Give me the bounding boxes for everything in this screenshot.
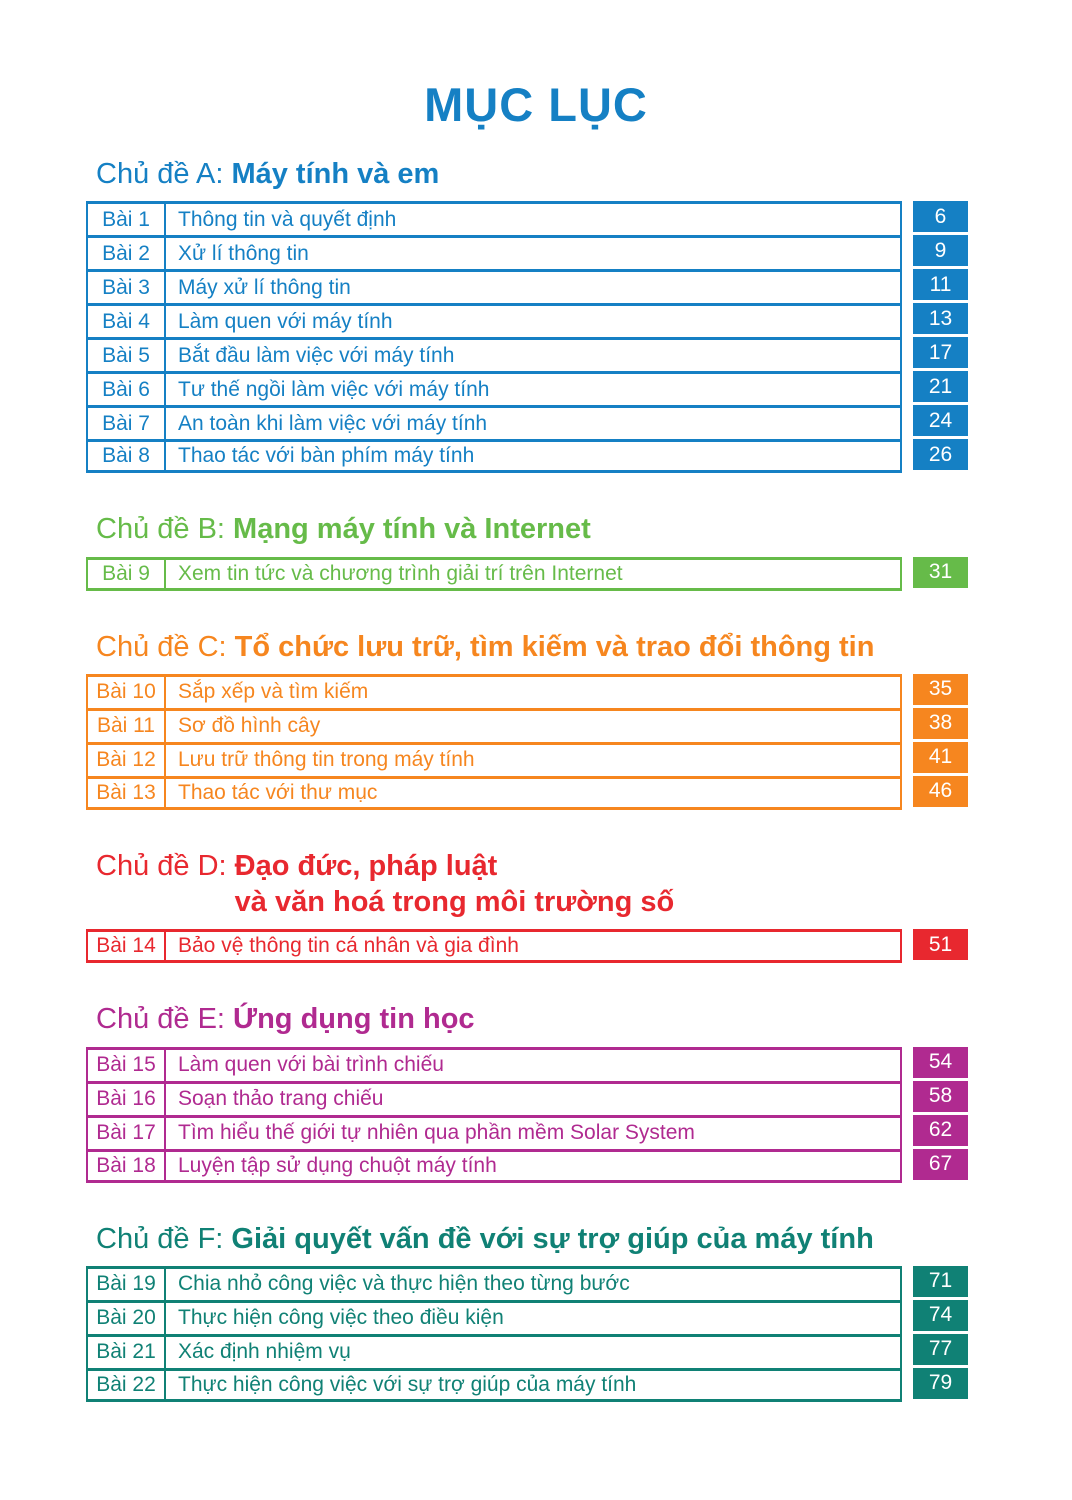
lesson-title: Thao tác với bàn phím máy tính <box>178 444 475 468</box>
toc-row-box <box>86 674 902 708</box>
page-number-badge: 24 <box>913 405 968 436</box>
toc-section-a <box>86 156 968 473</box>
toc-row-box <box>86 405 902 439</box>
lesson-title: Chia nhỏ công việc và thực hiện theo từng bước <box>178 1272 630 1296</box>
toc-row <box>86 439 968 473</box>
page-number-badge: 79 <box>913 1368 968 1399</box>
lesson-number: Bài 21 <box>88 1337 166 1368</box>
lesson-number: Bài 1 <box>88 204 166 235</box>
toc-row-box <box>86 1300 902 1334</box>
toc-section-c <box>86 629 968 810</box>
toc-row <box>86 708 968 742</box>
page-number-badge: 9 <box>913 235 968 266</box>
toc-row-box <box>86 742 902 776</box>
lesson-number: Bài 8 <box>88 442 166 470</box>
toc-row-box <box>86 557 902 591</box>
lesson-title: Bắt đầu làm việc với máy tính <box>178 343 455 367</box>
toc-row-box <box>86 371 902 405</box>
toc-row <box>86 1149 968 1183</box>
page-number-badge: 21 <box>913 371 968 402</box>
page-number-badge: 26 <box>913 439 968 470</box>
section-prefix: Chủ đề F: <box>96 1222 232 1255</box>
toc-row-box <box>86 1115 902 1149</box>
lesson-title: Bảo vệ thông tin cá nhân và gia đình <box>178 934 519 958</box>
lesson-title: Thực hiện công việc theo điều kiện <box>178 1306 504 1330</box>
section-rows <box>86 1047 968 1183</box>
toc-row <box>86 1300 968 1334</box>
lesson-number: Bài 11 <box>88 711 166 742</box>
lesson-number: Bài 13 <box>88 779 166 807</box>
section-name: Ứng dụng tin học <box>233 1003 475 1036</box>
section-header <box>86 156 968 192</box>
page-number-badge: 38 <box>913 708 968 739</box>
page-number-badge: 35 <box>913 674 968 705</box>
toc-row-box <box>86 303 902 337</box>
page-number-badge: 51 <box>913 929 968 960</box>
lesson-number: Bài 5 <box>88 340 166 371</box>
toc-row-box <box>86 1081 902 1115</box>
page-number-badge: 31 <box>913 557 968 588</box>
lesson-title: Xem tin tức và chương trình giải trí trên Internet <box>178 561 623 585</box>
toc-row-box <box>86 776 902 810</box>
lesson-number: Bài 20 <box>88 1303 166 1334</box>
toc-row-box <box>86 929 902 963</box>
lesson-title: Thao tác với thư mục <box>178 780 378 804</box>
toc-row-box <box>86 1368 902 1402</box>
toc-row <box>86 201 968 235</box>
toc-section-e <box>86 1001 968 1182</box>
toc-row-box <box>86 708 902 742</box>
section-rows <box>86 674 968 810</box>
toc-row-box <box>86 1047 902 1081</box>
lesson-title: Xử lí thông tin <box>178 241 309 265</box>
page-number-badge: 58 <box>913 1081 968 1112</box>
page-number-badge: 13 <box>913 303 968 334</box>
toc-row <box>86 742 968 776</box>
lesson-number: Bài 16 <box>88 1084 166 1115</box>
lesson-title: Sắp xếp và tìm kiếm <box>178 680 369 704</box>
toc-row <box>86 269 968 303</box>
toc-row <box>86 929 968 963</box>
toc-row <box>86 235 968 269</box>
section-rows <box>86 1266 968 1402</box>
page-number-badge: 17 <box>913 337 968 368</box>
toc-row <box>86 776 968 810</box>
toc-row <box>86 1081 968 1115</box>
section-prefix: Chủ đề E: <box>96 1003 234 1036</box>
toc-row-box <box>86 269 902 303</box>
page-title: MỤC LỤC <box>424 78 648 131</box>
page-number-badge: 11 <box>913 269 968 300</box>
page-number-badge: 71 <box>913 1266 968 1297</box>
toc-row <box>86 557 968 591</box>
lesson-number: Bài 4 <box>88 306 166 337</box>
section-name: Giải quyết vấn đề với sự trợ giúp của máy tính <box>231 1222 874 1255</box>
toc-row-box <box>86 201 902 235</box>
lesson-title: Làm quen với máy tính <box>178 309 393 333</box>
toc-section-f <box>86 1221 968 1402</box>
lesson-number: Bài 9 <box>88 560 166 588</box>
toc-row <box>86 1368 968 1402</box>
toc-row-box <box>86 1266 902 1300</box>
lesson-title: Luyện tập sử dụng chuột máy tính <box>178 1153 497 1177</box>
section-header <box>86 848 968 921</box>
toc-row-box <box>86 439 902 473</box>
page-number-badge: 6 <box>913 201 968 232</box>
page-number-badge: 54 <box>913 1047 968 1078</box>
section-prefix: Chủ đề A: <box>96 158 232 191</box>
page-number-badge: 77 <box>913 1334 968 1365</box>
toc-row <box>86 303 968 337</box>
page-number-badge: 41 <box>913 742 968 773</box>
toc-section-b <box>86 511 968 590</box>
toc-row-box <box>86 337 902 371</box>
lesson-number: Bài 19 <box>88 1269 166 1300</box>
toc-row-box <box>86 235 902 269</box>
toc-row-box <box>86 1334 902 1368</box>
lesson-number: Bài 14 <box>88 932 166 960</box>
toc-row-box <box>86 1149 902 1183</box>
section-prefix: Chủ đề C: <box>96 630 235 663</box>
lesson-number: Bài 2 <box>88 238 166 269</box>
section-header <box>86 511 968 547</box>
toc-row <box>86 1334 968 1368</box>
lesson-title: Lưu trữ thông tin trong máy tính <box>178 748 475 772</box>
lesson-number: Bài 15 <box>88 1050 166 1081</box>
section-rows <box>86 557 968 591</box>
toc-row <box>86 371 968 405</box>
lesson-title: Máy xử lí thông tin <box>178 275 351 299</box>
lesson-number: Bài 22 <box>88 1371 166 1399</box>
lesson-number: Bài 18 <box>88 1152 166 1180</box>
lesson-title: Sơ đồ hình cây <box>178 714 321 738</box>
lesson-title: Soạn thảo trang chiếu <box>178 1087 384 1111</box>
toc-row <box>86 405 968 439</box>
lesson-number: Bài 17 <box>88 1118 166 1149</box>
lesson-title: An toàn khi làm việc với máy tính <box>178 411 488 435</box>
page-number-badge: 46 <box>913 776 968 807</box>
lesson-number: Bài 7 <box>88 408 166 439</box>
toc-row <box>86 1266 968 1300</box>
lesson-title: Thông tin và quyết định <box>178 207 397 231</box>
page-number-badge: 74 <box>913 1300 968 1331</box>
lesson-number: Bài 12 <box>88 745 166 776</box>
toc-row <box>86 1115 968 1149</box>
section-name: Máy tính và em <box>231 158 440 191</box>
lesson-number: Bài 3 <box>88 272 166 303</box>
section-prefix: Chủ đề D: <box>96 849 235 882</box>
lesson-title: Làm quen với bài trình chiếu <box>178 1053 444 1077</box>
toc-row <box>86 337 968 371</box>
page-number-badge: 67 <box>913 1149 968 1180</box>
section-name: Mạng máy tính và Internet <box>233 513 591 546</box>
section-name: Tổ chức lưu trữ, tìm kiếm và trao đổi thông tin <box>234 630 875 663</box>
toc-section-d <box>86 848 968 964</box>
lesson-title: Tư thế ngồi làm việc với máy tính <box>178 377 490 401</box>
lesson-title: Thực hiện công việc với sự trợ giúp của máy tính <box>178 1372 637 1396</box>
section-header <box>86 1001 968 1037</box>
toc-sections <box>86 156 968 1402</box>
lesson-title: Tìm hiểu thế giới tự nhiên qua phần mềm Solar System <box>178 1121 695 1145</box>
section-header <box>86 629 968 665</box>
section-rows <box>86 929 968 963</box>
lesson-number: Bài 6 <box>88 374 166 405</box>
lesson-number: Bài 10 <box>88 677 166 708</box>
section-rows <box>86 201 968 473</box>
section-header <box>86 1221 968 1257</box>
toc-row <box>86 674 968 708</box>
lesson-title: Xác định nhiệm vụ <box>178 1340 351 1364</box>
toc-row <box>86 1047 968 1081</box>
section-prefix: Chủ đề B: <box>96 513 234 546</box>
section-name: Đạo đức, pháp luật và văn hoá trong môi trường số <box>234 849 675 919</box>
page-number-badge: 62 <box>913 1115 968 1146</box>
